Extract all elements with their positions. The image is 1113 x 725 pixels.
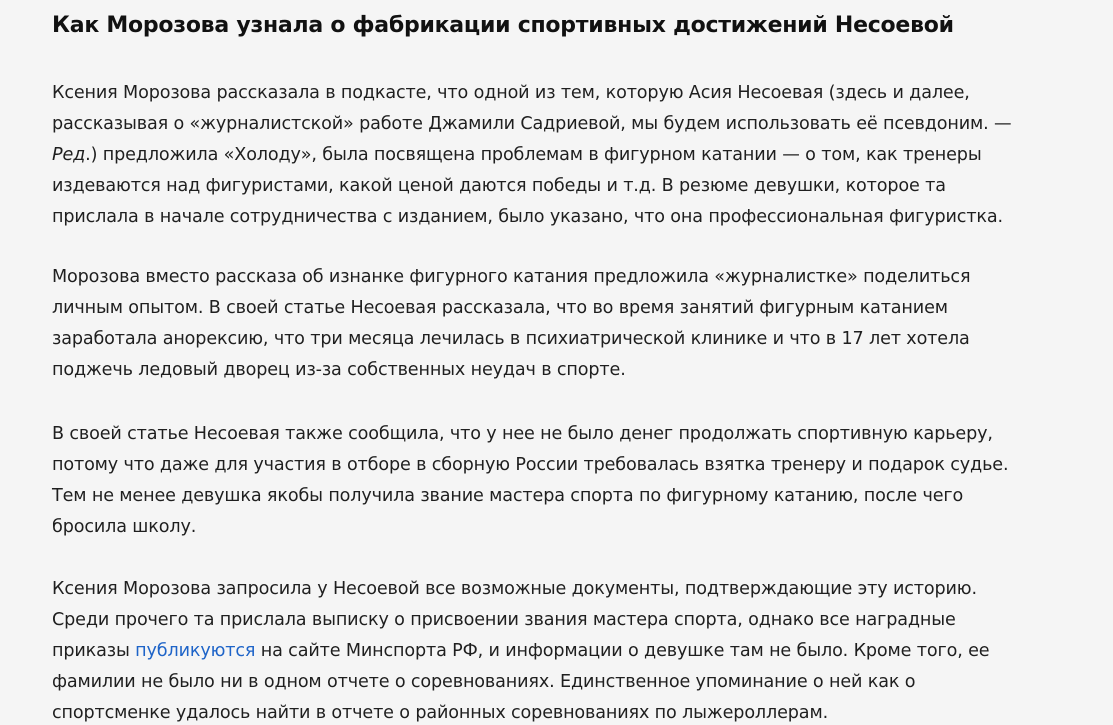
paragraph-line: личным опытом. В своей статье Несоевая рассказала, что во время занятий фигурным катанием [52,298,948,318]
paragraph-line: Тем не менее девушка якобы получила звание мастера спорта по фигурному катанию, после чего [52,486,964,506]
paragraph-line: Среди прочего та прислала выписку о присвоении звания мастера спорта, однако все наградные [52,610,956,630]
paragraph-line: рассказывая о «журналистской» работе Джамили Садриевой, мы будем использовать её псевдоним. — [52,114,1012,134]
section-heading: Как Морозова узнала о фабрикации спортивных достижений Несоевой [52,13,954,38]
paragraph-line: поджечь ледовый дворец из-за собственных неудач в спорте. [52,360,626,380]
paragraph-line: потому что даже для участия в отборе в сборную России требовалась взятка тренеру и подарок судье. [52,455,1009,475]
paragraph-1 [52,78,1011,233]
paragraph-line: спортсменке удалось найти в отчете о районных соревнованиях по лыжероллерам. [52,703,829,723]
paragraph-text: приказы [52,641,136,661]
paragraph-line: Ксения Морозова запросила у Несоевой все возможные документы, подтверждающие эту историю. [52,579,977,599]
paragraph-2 [52,262,970,386]
paragraph-text: на сайте Минспорта РФ, и информации о девушке там не было. Кроме того, ее [255,641,990,661]
paragraph-line: фамилии не было ни в одном отчете о соревнованиях. Единственное упоминание о ней как о [52,672,916,692]
paragraph-line: заработала анорексию, что три месяца лечилась в психиатрической клинике и что в 17 лет хотела [52,329,970,349]
paragraph-3 [52,419,1008,543]
paragraph-line [52,636,989,667]
paragraph-4 [52,574,989,725]
published-orders-link[interactable]: публикуются [135,641,256,661]
paragraph-line: Ксения Морозова рассказала в подкасте, что одной из тем, которую Асия Несоевая (здесь и далее, [52,83,970,103]
paragraph-line: прислала в начале сотрудничества с изданием, было указано, что она профессиональная фигуристка. [52,207,1003,227]
paragraph-line: издеваются над фигуристами, какой ценой даются победы и т.д. В резюме девушки, которое та [52,176,946,196]
paragraph-line [52,140,1011,171]
paragraph-text: .) предложила «Холоду», была посвящена проблемам в фигурном катании — о том, как тренеры [85,145,982,165]
paragraph-line: В своей статье Несоевая также сообщила, что у нее не было денег продолжать спортивную карьеру, [52,424,993,444]
editor-note: Ред [52,145,86,165]
paragraph-line: Морозова вместо рассказа об изнанке фигурного катания предложила «журналистке» поделиться [52,267,971,287]
paragraph-line: бросила школу. [52,517,197,537]
